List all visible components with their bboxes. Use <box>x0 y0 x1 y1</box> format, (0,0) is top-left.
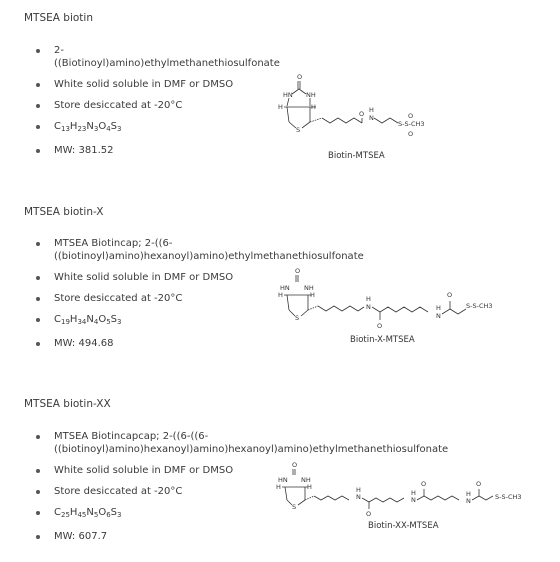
svg-text:H: H <box>276 483 281 491</box>
svg-text:H: H <box>411 489 416 497</box>
svg-text:O: O <box>421 480 427 488</box>
svg-text:O: O <box>447 291 453 299</box>
svg-text:H: H <box>310 291 315 299</box>
storage-item: Store desiccated at -20°C <box>24 99 294 112</box>
svg-text:O: O <box>377 322 383 330</box>
description-line-1: 2- <box>54 45 64 56</box>
molecular-weight-item: MW: 381.52 <box>24 144 294 157</box>
biotin-xx-mtsea-structure <box>270 458 550 538</box>
description-line-1: MTSEA Biotincap; 2-((6- <box>54 238 173 249</box>
formula-item: $C_{25}H_{45}N_5O_6S_3$ <box>24 506 484 522</box>
svg-text:S-S-CH3: S-S-CH3 <box>495 493 522 501</box>
description-item <box>24 237 484 263</box>
description-item <box>24 44 294 70</box>
svg-text:N: N <box>466 497 471 505</box>
svg-text:O: O <box>408 130 414 138</box>
svg-text:NH: NH <box>301 476 311 484</box>
svg-text:O: O <box>359 110 365 118</box>
description-line-2: ((Biotinoyl)amino)ethylmethanethiosulfonate <box>54 58 280 69</box>
product-title: MTSEA biotin-XX <box>24 398 111 410</box>
formula-item: $C_{19}H_{34}N_4O_5S_3$ <box>24 313 484 329</box>
svg-text:S-S-CH3: S-S-CH3 <box>466 302 493 310</box>
svg-text:S: S <box>292 503 297 511</box>
svg-text:N: N <box>356 493 361 501</box>
structure-caption: Biotin-X-MTSEA <box>350 335 415 345</box>
product-title: MTSEA biotin <box>24 12 93 24</box>
structure-caption: Biotin-MTSEA <box>328 151 385 161</box>
storage-item: Store desiccated at -20°C <box>24 292 484 305</box>
molecular-weight-item: MW: 494.68 <box>24 337 484 350</box>
molecular-weight-item: MW: 607.7 <box>24 530 484 543</box>
svg-text:S: S <box>295 314 300 322</box>
svg-text:H: H <box>307 483 312 491</box>
svg-text:H: H <box>369 106 374 114</box>
solubility-item: White solid soluble in DMF or DMSO <box>24 271 484 284</box>
svg-text:O: O <box>297 73 303 81</box>
description-line-2: ((biotinoyl)amino)hexanoyl)amino)hexanoyl)amino)ethylmethanethiosulfonate <box>54 444 449 455</box>
svg-text:O: O <box>476 480 482 488</box>
svg-text:N: N <box>411 496 416 504</box>
svg-text:S-S-CH3: S-S-CH3 <box>398 120 425 128</box>
svg-text:H: H <box>436 304 441 312</box>
svg-text:O: O <box>295 267 301 275</box>
svg-text:H: H <box>278 103 283 111</box>
svg-text:H: H <box>466 490 471 498</box>
svg-text:N: N <box>436 312 441 320</box>
svg-text:NH: NH <box>304 284 314 292</box>
solubility-item: White solid soluble in DMF or DMSO <box>24 78 294 91</box>
biotin-mtsea-structure <box>270 70 470 170</box>
svg-text:HN: HN <box>283 91 293 99</box>
svg-text:O: O <box>292 461 298 469</box>
svg-text:H: H <box>366 295 371 303</box>
solubility-item: White solid soluble in DMF or DMSO <box>24 464 484 477</box>
formula-item: $C_{13}H_{23}N_3O_4S_3$ <box>24 120 294 136</box>
svg-text:HN: HN <box>280 284 290 292</box>
product-title: MTSEA biotin-X <box>24 206 104 218</box>
svg-text:N: N <box>369 114 374 122</box>
svg-text:H: H <box>278 291 283 299</box>
svg-text:O: O <box>408 112 414 120</box>
biotin-x-mtsea-structure <box>270 264 540 354</box>
description-item <box>24 430 484 456</box>
product-properties-list <box>24 44 294 165</box>
description-line-2: ((biotinoyl)amino)hexanoyl)amino)ethylmethanethiosulfonate <box>54 251 364 262</box>
description-line-1: MTSEA Biotincapcap; 2-((6-((6- <box>54 431 209 442</box>
svg-text:N: N <box>366 303 371 311</box>
svg-text:H: H <box>311 103 316 111</box>
svg-text:HN: HN <box>278 476 288 484</box>
svg-text:NH: NH <box>306 91 316 99</box>
structure-caption: Biotin-XX-MTSEA <box>368 521 439 531</box>
storage-item: Store desiccated at -20°C <box>24 485 484 498</box>
svg-text:S: S <box>296 126 301 134</box>
svg-text:H: H <box>356 486 361 494</box>
svg-text:O: O <box>366 510 372 518</box>
